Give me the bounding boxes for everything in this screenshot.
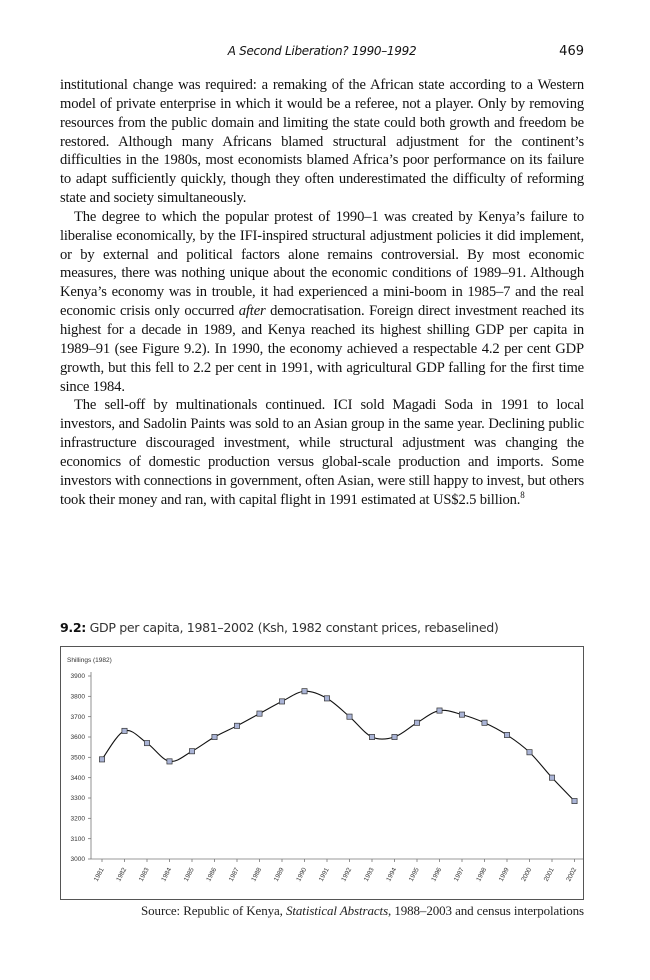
x-tick-label: 1994 [385,866,399,883]
x-tick-label: 1991 [317,866,331,883]
x-tick-label: 2000 [520,866,534,883]
data-point-marker [257,711,262,716]
x-tick-label: 1997 [452,866,466,883]
data-point-marker [347,714,352,719]
x-tick-label: 1989 [272,866,286,883]
x-tick-label: 1999 [497,866,511,883]
data-point-marker [369,734,374,739]
y-tick-label: 3000 [70,856,85,864]
data-point-marker [572,798,577,803]
paragraph-2 [60,208,584,396]
source-suffix: , 1988–2003 and census interpolations [388,903,584,918]
y-tick-label: 3900 [70,673,85,681]
x-tick-label: 1985 [182,866,196,883]
figure-caption-text: GDP per capita, 1981–2002 (Ksh, 1982 constant prices, rebaselined) [89,620,499,635]
data-point-marker [549,775,554,780]
data-point-marker [392,734,397,739]
paragraph-2-text-b: democratisation. Foreign direct investment reached its highest for a decade in 1989, and Kenya reached its highest shilling GDP per capita in 1989–91 (see Figure 9.2). In 1990, the economy achieved a respectable 4.2 per cent GDP growth, but this fell to 2.2 per cent in 1991, with agricultural GDP falling for the first time since 1984. [60,303,585,395]
x-tick-label: 1996 [430,866,444,883]
x-tick-label: 2002 [565,866,579,883]
y-tick-label: 3300 [70,795,85,803]
source-title: Statistical Abstracts [286,903,389,918]
x-tick-label: 2001 [542,866,556,883]
x-tick-label: 1983 [137,866,151,883]
data-point-marker [459,712,464,717]
data-point-marker [279,699,284,704]
source-prefix: Source: Republic of Kenya, [141,903,283,918]
paragraph-2-text-a: The degree to which the popular protest of 1990–1 was created by Kenya’s failure to liberalise economically, by the IFI-inspired structural adjustment policies it did implement, or by external and political factors alone remains controversial. By most economic measures, there was nothing unique about the economic conditions of 1989–91. Although Kenya’s economy was in trouble, it had experienced a mini-boom in 1985–7 and the real economic crisis only occurred [60,208,584,320]
body-text [60,76,584,509]
x-tick-label: 1992 [340,866,354,883]
data-point-marker [167,759,172,764]
x-tick-label: 1987 [227,866,241,883]
data-point-marker [414,720,419,725]
data-point-marker [144,741,149,746]
footnote-reference[interactable]: 8 [520,489,525,500]
data-point-marker [122,728,127,733]
data-point-marker [324,696,329,701]
x-tick-label: 1982 [115,866,129,883]
running-title: A Second Liberation? 1990–1992 [227,44,417,58]
x-tick-label: 1988 [250,866,264,883]
data-point-marker [234,723,239,728]
figure-caption [60,620,590,635]
y-tick-label: 3700 [70,713,85,721]
x-tick-label: 1990 [295,866,309,883]
figure-source [60,903,584,919]
figure-number: 9.2: [60,620,86,635]
chart-frame [60,646,584,900]
data-point-marker [99,757,104,762]
paragraph-3-text: The sell-off by multinationals continued. ICI sold Magadi Soda in 1991 to local investors, and Sadolin Paints was sold to an Asian group in the same year. Declining public infrastructure discouraged investment, while structural adjustment was changing the economics of domestic production versus global-scale production and imports. Some investors with connections in government, often Asian, were still happy to invest, but others took their money and ran, with capital flight in 1991 estimated at US$2.5 billion. [60,397,584,508]
data-point-marker [482,720,487,725]
data-point-marker [212,734,217,739]
series-line [102,691,575,801]
x-tick-label: 1993 [362,866,376,883]
x-tick-label: 1984 [160,866,174,883]
x-tick-label: 1981 [92,866,106,883]
gdp-line-chart [61,647,583,899]
y-tick-label: 3400 [70,774,85,782]
paragraph-1: institutional change was required: a remaking of the African state according to a Western model of private enterprise in which it would be a referee, not a player. Only by removing resources from the public domain and limiting the state could both growth and freedom be restored. Although many Africans blamed structural adjustment for the continent’s difficulties in the 1980s, most economists blamed Africa’s poor performance on its failure to adapt sufficiently quickly, though they often underestimated the difficulty of reforming state and society simultaneously. [60,77,584,207]
x-tick-label: 1998 [475,866,489,883]
data-point-marker [527,750,532,755]
y-tick-label: 3500 [70,754,85,762]
page-number: 469 [559,44,584,59]
y-axis-label: Shillings (1982) [67,657,112,664]
x-tick-label: 1995 [407,866,421,883]
paragraph-3 [60,396,584,509]
y-tick-label: 3100 [70,835,85,843]
y-tick-label: 3800 [70,693,85,701]
paragraph-2-emphasis: after [238,303,266,320]
running-head [60,44,584,62]
x-tick-label: 1986 [205,866,219,883]
data-point-marker [189,749,194,754]
data-point-marker [504,732,509,737]
data-point-marker [437,708,442,713]
y-tick-label: 3600 [70,734,85,742]
y-tick-label: 3200 [70,815,85,823]
data-point-marker [302,689,307,694]
